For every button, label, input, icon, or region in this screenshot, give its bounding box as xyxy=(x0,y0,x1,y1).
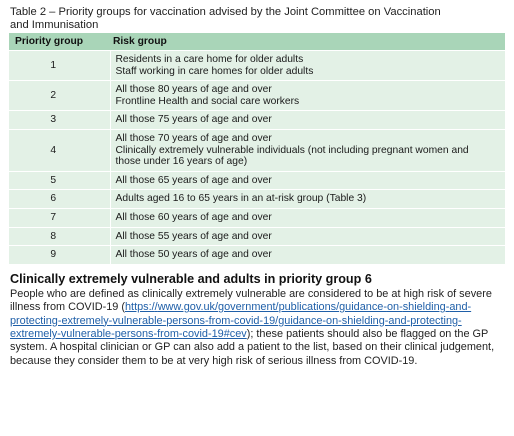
paragraph-text-after-link: ); these patients should also be flagged on the GP system. A hospital clinician or GP can also add a patient to the list, based on their clinical judgement, because they consider them to be at very high risk of serious illness from COVID-19. xyxy=(10,327,495,367)
table-row xyxy=(9,246,505,265)
header-priority-group: Priority group xyxy=(9,33,110,51)
table-row xyxy=(9,208,505,227)
table-row xyxy=(9,81,505,111)
priority-number: 4 xyxy=(9,129,110,171)
risk-group-cell xyxy=(110,129,505,171)
risk-group-cell xyxy=(110,51,505,81)
table-row xyxy=(9,227,505,246)
risk-group-cell xyxy=(110,190,505,209)
risk-group-cell xyxy=(110,81,505,111)
table-header-row xyxy=(9,33,505,51)
risk-group-cell xyxy=(110,246,505,265)
header-risk-group: Risk group xyxy=(110,33,505,51)
table-row xyxy=(9,190,505,209)
table-row xyxy=(9,111,505,130)
priority-number: 8 xyxy=(9,227,110,246)
caption-line-1: Table 2 – Priority groups for vaccination advised by the Joint Committee on Vaccination xyxy=(10,6,441,18)
risk-line: Clinically extremely vulnerable individuals (not including pregnant women and xyxy=(115,144,469,156)
risk-line: those under 16 years of age) xyxy=(115,156,248,168)
risk-line: All those 70 years of age and over xyxy=(115,132,272,144)
priority-number: 3 xyxy=(9,111,110,130)
table-row xyxy=(9,51,505,81)
priority-number: 2 xyxy=(9,81,110,111)
table-row xyxy=(9,129,505,171)
risk-line: All those 80 years of age and over xyxy=(115,84,272,96)
risk-line: Staff working in care homes for older adults xyxy=(115,65,314,77)
priority-number: 9 xyxy=(9,246,110,265)
risk-line: All those 50 years of age and over xyxy=(115,249,272,261)
caption-line-2: and Immunisation xyxy=(10,18,99,31)
risk-line: All those 55 years of age and over xyxy=(115,230,272,242)
section-heading: Clinically extremely vulnerable and adults in priority group 6 xyxy=(10,271,372,286)
priority-number: 1 xyxy=(9,51,110,81)
risk-group-cell xyxy=(110,171,505,190)
risk-group-cell xyxy=(110,227,505,246)
risk-line: All those 60 years of age and over xyxy=(115,211,272,223)
table-caption xyxy=(10,6,505,31)
risk-line: All those 75 years of age and over xyxy=(115,114,272,126)
priority-number: 6 xyxy=(9,190,110,209)
section-paragraph xyxy=(10,288,510,368)
risk-line: All those 65 years of age and over xyxy=(115,174,272,186)
priority-number: 5 xyxy=(9,171,110,190)
risk-line: Residents in a care home for older adults xyxy=(115,54,304,65)
risk-line: Frontline Health and social care workers xyxy=(115,95,300,107)
table-row xyxy=(9,171,505,190)
priority-groups-table xyxy=(9,33,505,265)
guidance-link[interactable]: https://www.gov.uk/government/publications/guidance-on-shielding-and-protecting-extremely-vulnerable-persons-from-covid-19/guidance-on-shielding-and-protecting-extremely-vulnerable-persons-from-covid-19#cev xyxy=(10,301,472,340)
priority-number: 7 xyxy=(9,208,110,227)
risk-group-cell xyxy=(110,208,505,227)
paragraph-text-before-link: People who are defined as clinically extremely vulnerable are considered to be at high risk of severe illness from COVID-19 ( xyxy=(10,287,492,314)
risk-line: Adults aged 16 to 65 years in an at-risk group (Table 3) xyxy=(115,193,367,205)
risk-group-cell xyxy=(110,111,505,130)
